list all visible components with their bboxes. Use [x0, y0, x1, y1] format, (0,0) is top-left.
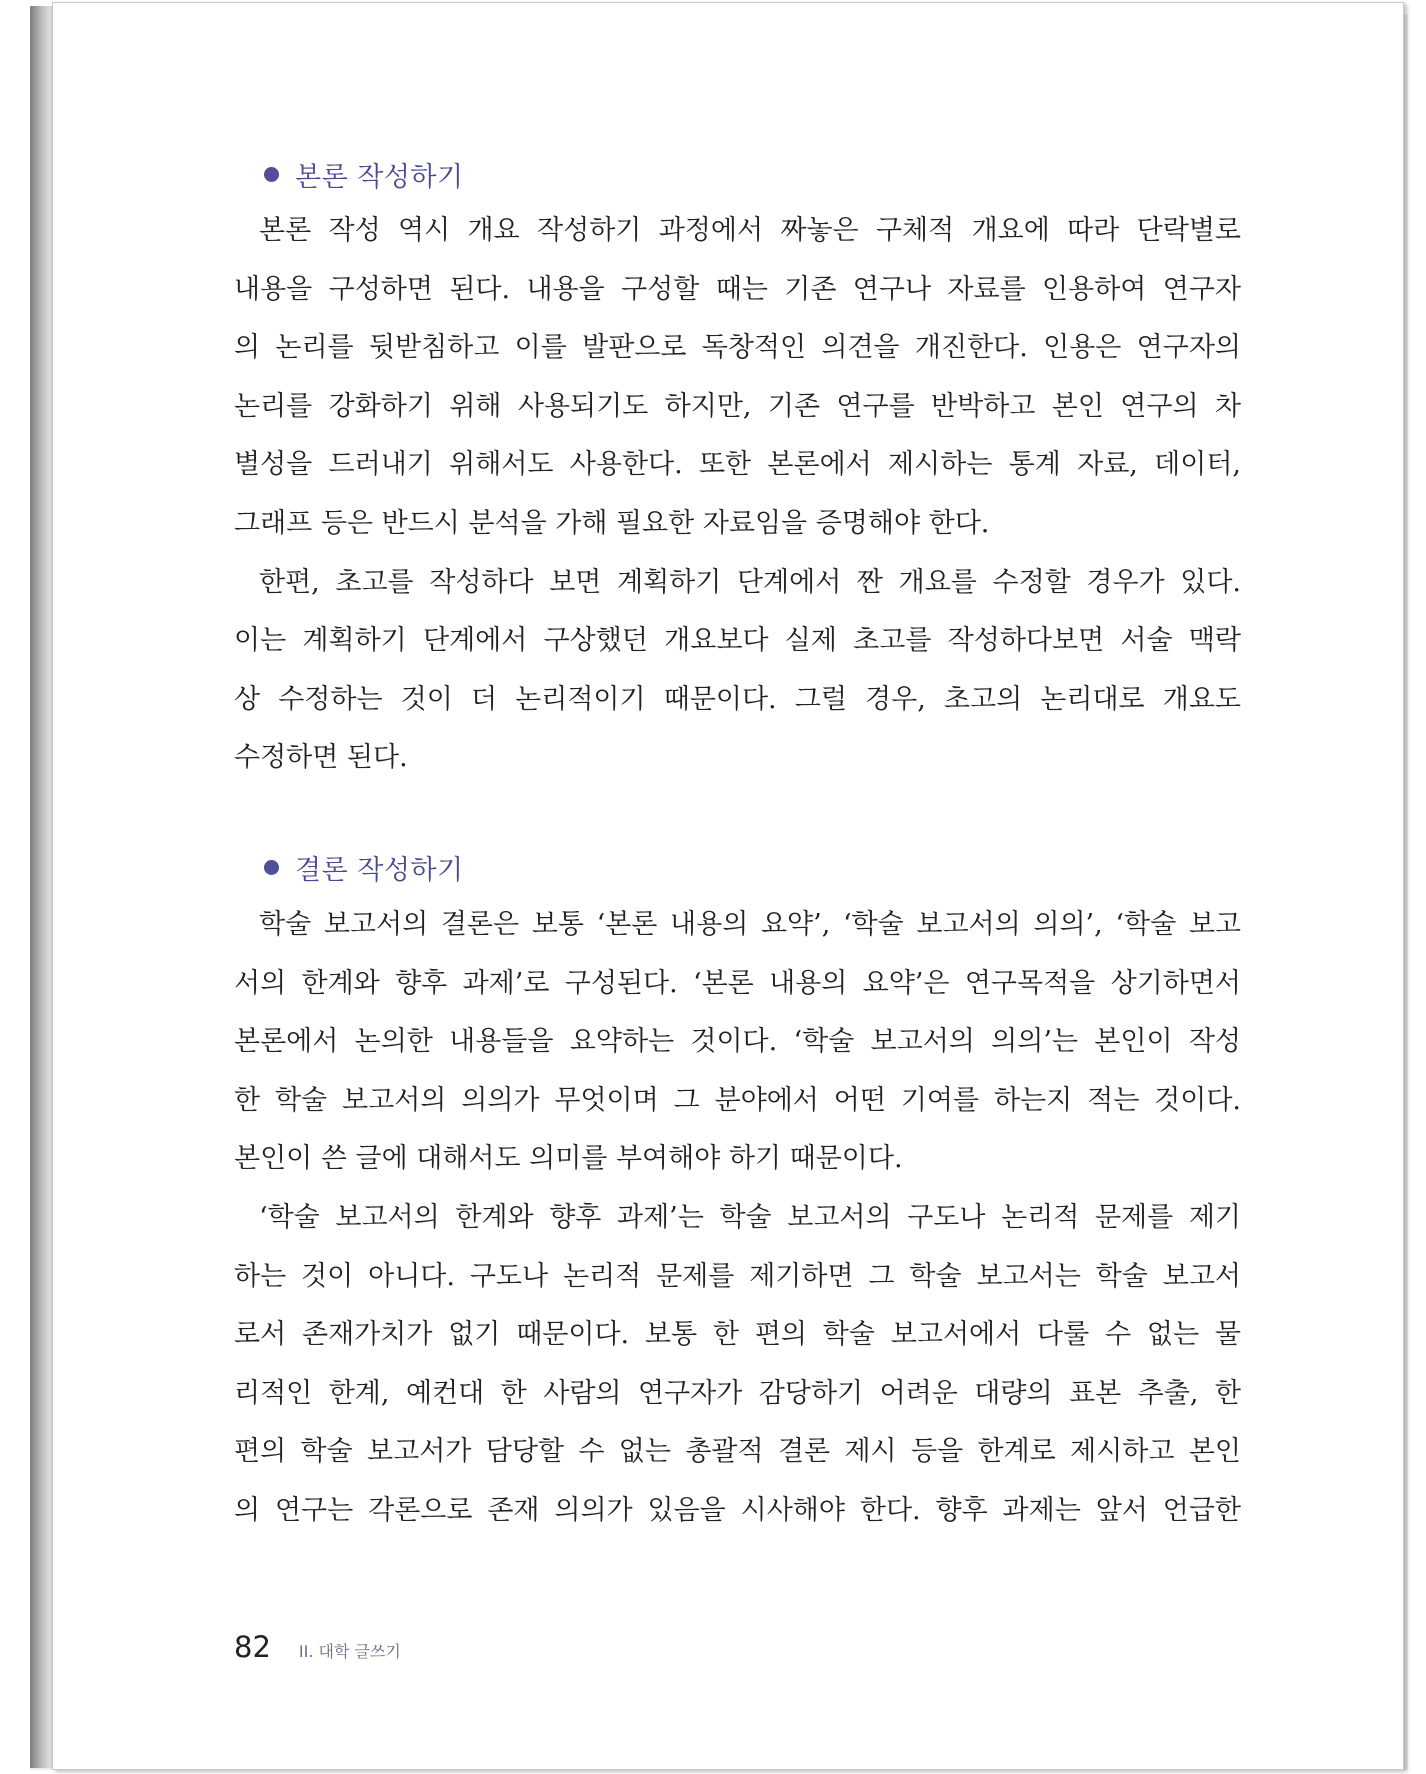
text-line: 의 연구는 각론으로 존재 의의가 있음을 시사해야 한다. 향후 과제는 앞서 언급한 — [234, 1494, 1241, 1526]
bullet-icon — [264, 167, 279, 182]
text-line: 상 수정하는 것이 더 논리적이기 때문이다. 그럴 경우, 초고의 논리대로 개요도 — [234, 683, 1241, 715]
text-line: 본인이 쓴 글에 대해서도 의미를 부여해야 하기 때문이다. — [234, 1143, 903, 1175]
section-heading-text: 결론 작성하기 — [295, 855, 464, 887]
text-line: 의 논리를 뒷받침하고 이를 발판으로 독창적인 의견을 개진한다. 인용은 연구자의 — [234, 332, 1241, 364]
text-line: 본론 작성 역시 개요 작성하기 과정에서 짜놓은 구체적 개요에 따라 단락별로 — [259, 215, 1241, 246]
text-line: 한편, 초고를 작성하다 보면 계획하기 단계에서 짠 개요를 수정할 경우가 있다. — [259, 566, 1241, 598]
page-footer — [234, 1630, 401, 1664]
page-content — [234, 146, 1241, 1540]
paragraph — [234, 1189, 1241, 1541]
text-line: 리적인 한계, 예컨대 한 사람의 연구자가 감당하기 어려운 대량의 표본 추출, 한 — [234, 1377, 1241, 1409]
text-line: 편의 학술 보고서가 담당할 수 없는 총괄적 결론 제시 등을 한계로 제시하고 본인 — [234, 1436, 1241, 1468]
paragraph — [234, 202, 1241, 554]
section-heading-text: 본론 작성하기 — [295, 161, 464, 193]
paragraph — [234, 896, 1241, 1189]
text-line: ‘학술 보고서의 한계와 향후 과제’는 학술 보고서의 구도나 논리적 문제를 제기 — [259, 1201, 1241, 1233]
paragraph — [234, 554, 1241, 788]
section-gap — [234, 788, 1241, 840]
text-line: 이는 계획하기 단계에서 구상했던 개요보다 실제 초고를 작성하다보면 서술 맥락 — [234, 625, 1241, 657]
text-line: 별성을 드러내기 위해서도 사용한다. 또한 본론에서 제시하는 통계 자료, 데이터, — [234, 449, 1241, 481]
bullet-icon — [264, 860, 279, 875]
section-heading-conclusion — [264, 840, 1241, 896]
page-number: 82 — [234, 1630, 271, 1664]
text-line: 논리를 강화하기 위해 사용되기도 하지만, 기존 연구를 반박하고 본인 연구의 차 — [234, 390, 1241, 422]
section-heading-body — [264, 146, 1241, 202]
text-line: 본론에서 논의한 내용들을 요약하는 것이다. ‘학술 보고서의 의의’는 본인이 작성 — [234, 1026, 1241, 1058]
chapter-title: II. 대학 글쓰기 — [298, 1642, 401, 1661]
text-line: 하는 것이 아니다. 구도나 논리적 문제를 제기하면 그 학술 보고서는 학술 보고서 — [234, 1260, 1241, 1292]
text-line: 수정하면 된다. — [234, 742, 408, 774]
text-line: 로서 존재가치가 없기 때문이다. 보통 한 편의 학술 보고서에서 다룰 수 없는 물 — [234, 1319, 1241, 1351]
text-line: 서의 한계와 향후 과제’로 구성된다. ‘본론 내용의 요약’은 연구목적을 상기하면서 — [234, 967, 1241, 999]
text-line: 한 학술 보고서의 의의가 무엇이며 그 분야에서 어떤 기여를 하는지 적는 것이다. — [234, 1084, 1241, 1116]
text-line: 그래프 등은 반드시 분석을 가해 필요한 자료임을 증명해야 한다. — [234, 507, 990, 539]
text-line: 학술 보고서의 결론은 보통 ‘본론 내용의 요약’, ‘학술 보고서의 의의’, ‘학술 보고 — [259, 908, 1241, 940]
text-line: 내용을 구성하면 된다. 내용을 구성할 때는 기존 연구나 자료를 인용하여 연구자 — [234, 273, 1241, 305]
